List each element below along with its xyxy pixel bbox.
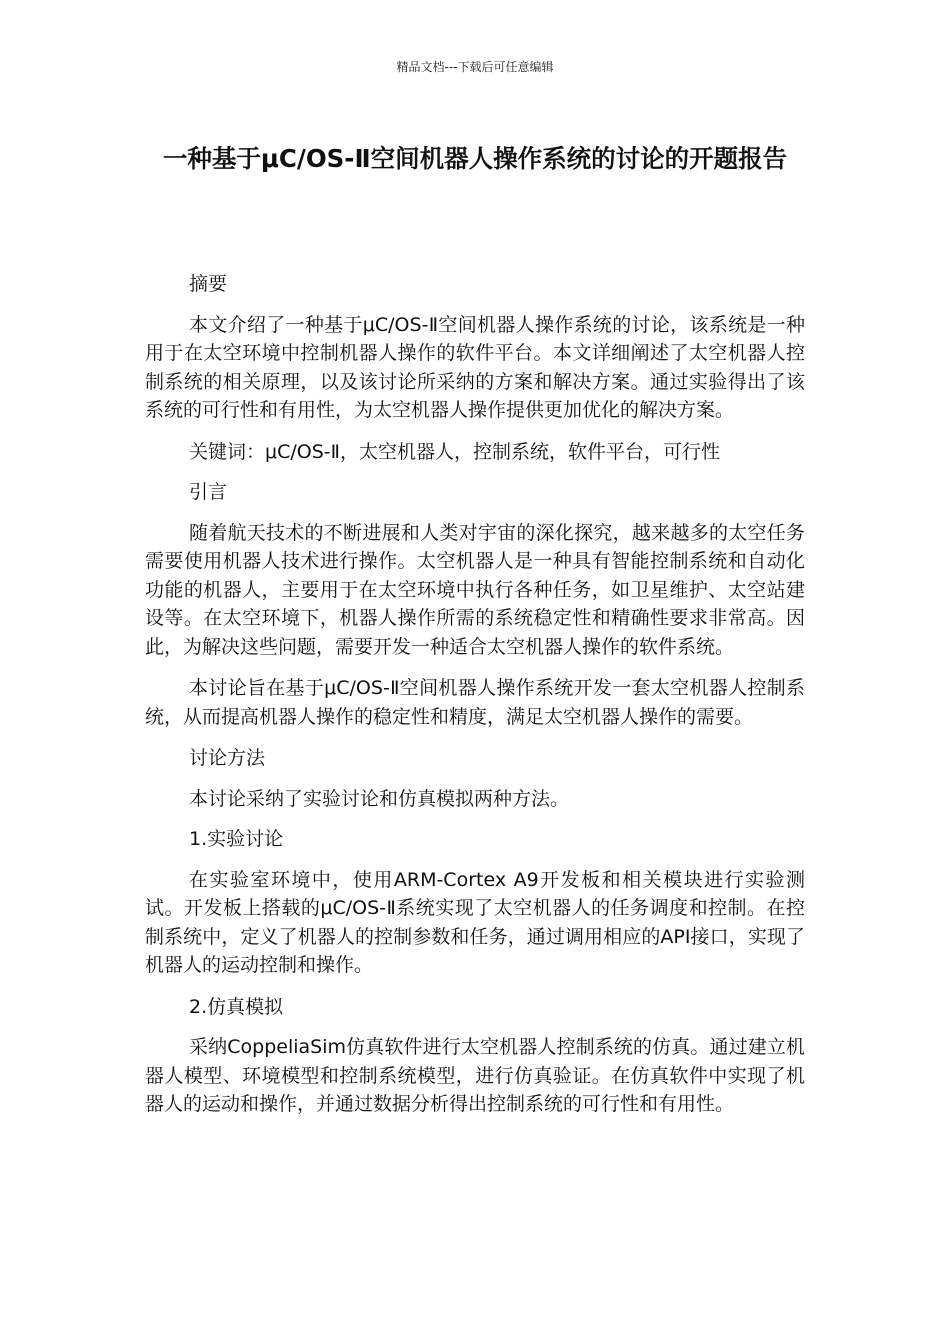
intro-paragraph-1: 随着航天技术的不断进展和人类对宇宙的深化探究，越来越多的太空任务需要使用机器人技术进行操作。太空机器人是一种具有智能控制系统和自动化功能的机器人，主要用于在太空环境中执行各种任务，如卫星维护、太空站建设等。在太空环境下，机器人操作所需的系统稳定性和精确性要求非常高。因此，为解决这些问题，需要开发一种适合太空机器人操作的软件系统。	[145, 521, 805, 658]
document-title: 一种基于μC/OS-Ⅱ空间机器人操作系统的讨论的开题报告	[162, 144, 788, 173]
method1-paragraph: 在实验室环境中，使用ARM-Cortex A9开发板和相关模块进行实验测试。开发板上搭载的μC/OS-Ⅱ系统实现了太空机器人的任务调度和控制。在控制系统中，定义了机器人的控制参数和任务，通过调用相应的API接口，实现了机器人的运动控制和操作。	[145, 868, 805, 976]
page-header-note: 精品文档---下载后可任意编辑	[396, 60, 554, 74]
document-body	[145, 270, 805, 1132]
method2-heading: 2.仿真模拟	[189, 995, 284, 1018]
method2-paragraph: 采纳CoppeliaSim仿真软件进行太空机器人控制系统的仿真。通过建立机器人模型、环境模型和控制系统模型，进行仿真验证。在仿真软件中实现了机器人的运动和操作，并通过数据分析得出控制系统的可行性和有用性。	[145, 1036, 805, 1115]
method-heading: 讨论方法	[189, 747, 266, 769]
intro-heading: 引言	[189, 481, 228, 503]
abstract-heading: 摘要	[189, 273, 228, 295]
intro-paragraph-2: 本讨论旨在基于μC/OS-Ⅱ空间机器人操作系统开发一套太空机器人控制系统，从而提高机器人操作的稳定性和精度，满足太空机器人操作的需要。	[145, 677, 805, 728]
method-intro-paragraph: 本讨论采纳了实验讨论和仿真模拟两种方法。	[189, 787, 570, 810]
abstract-paragraph: 本文介绍了一种基于μC/OS-Ⅱ空间机器人操作系统的讨论，该系统是一种用于在太空环境中控制机器人操作的软件平台。本文详细阐述了太空机器人控制系统的相关原理，以及该讨论所采纳的方案和解决方案。通过实验得出了该系统的可行性和有用性，为太空机器人操作提供更加优化的解决方案。	[145, 313, 805, 421]
method1-heading: 1.实验讨论	[189, 828, 284, 850]
keywords-line: 关键词：μC/OS-Ⅱ，太空机器人，控制系统，软件平台，可行性	[189, 440, 720, 463]
